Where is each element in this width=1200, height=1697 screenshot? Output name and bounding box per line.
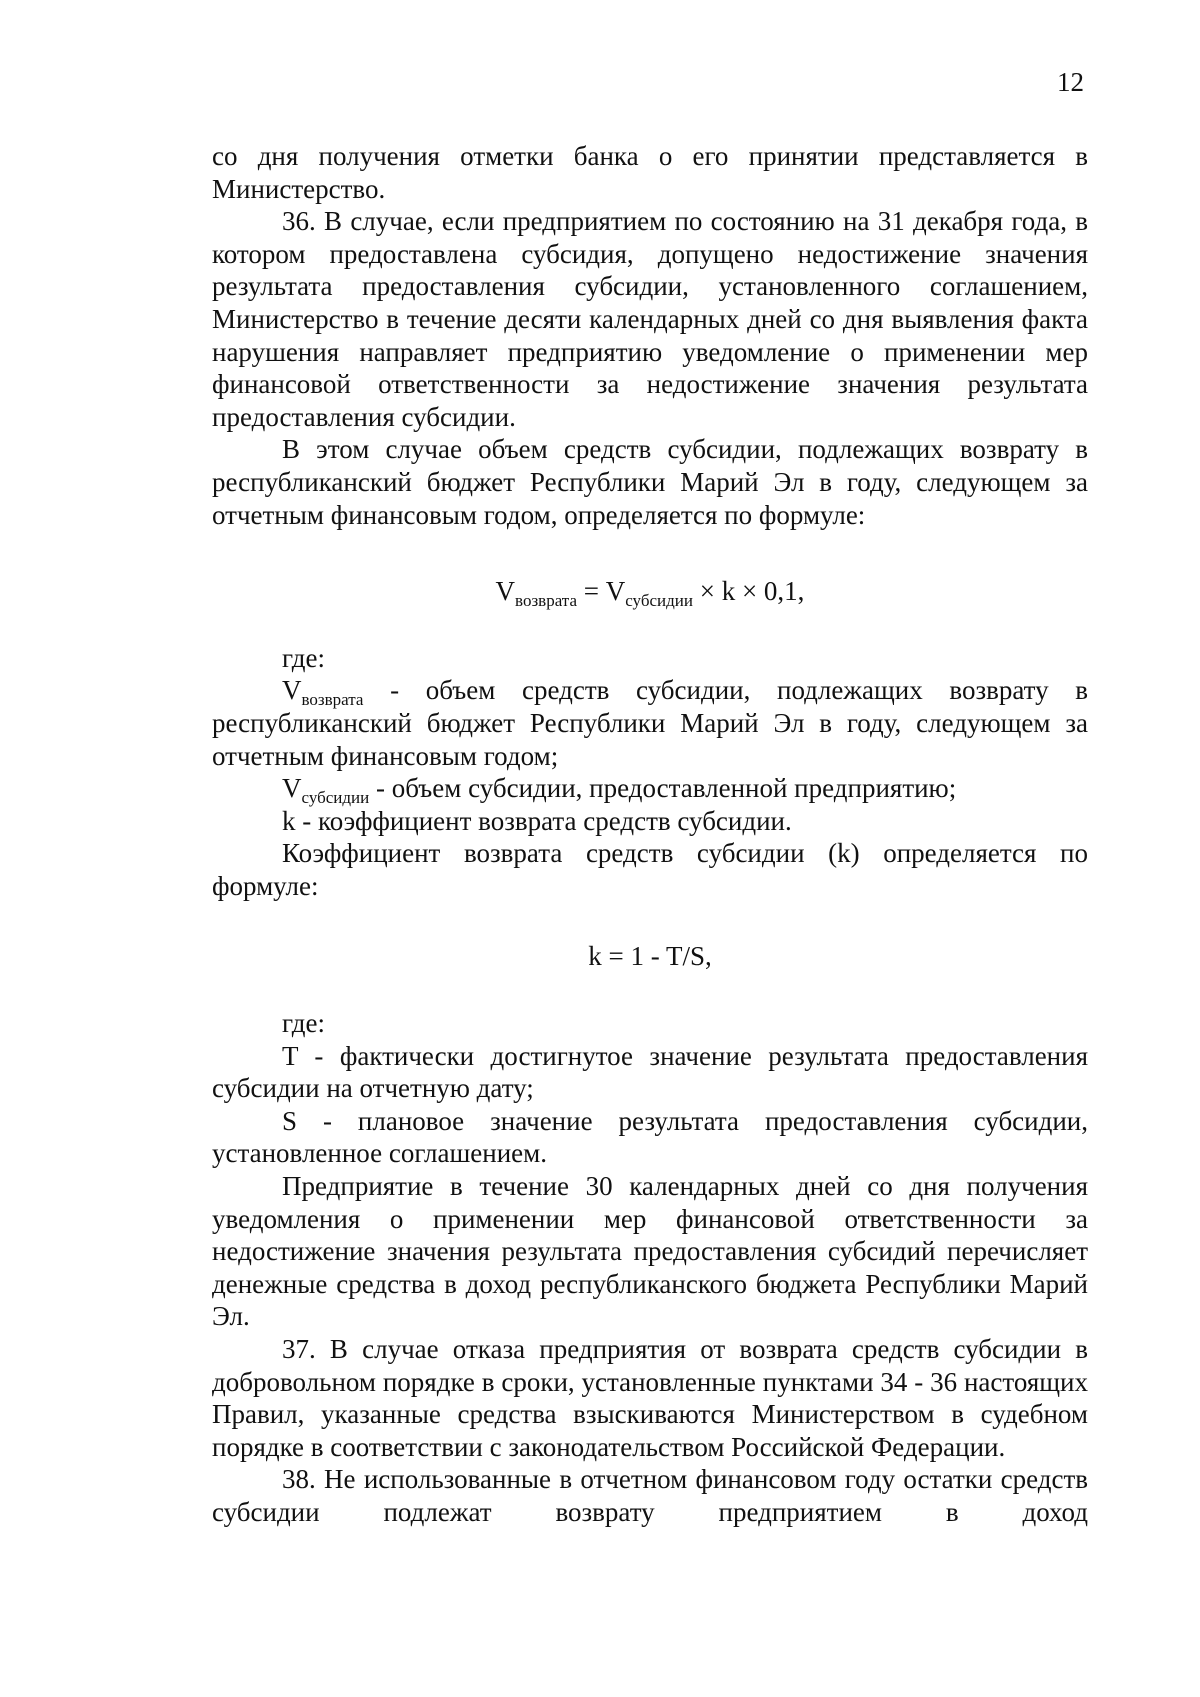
paragraph-intro: со дня получения отметки банка о его принятии представляется в Министерство. <box>212 141 1088 204</box>
formula-return-volume <box>212 575 1088 611</box>
page-number: 12 <box>1057 67 1084 97</box>
definition-v-subsidy <box>212 772 1088 808</box>
formula-sub-return: возврата <box>515 591 577 611</box>
def-v-return-text: - объем средств субсидии, подлежащих возврату в республиканский бюджет Республики Марий Эл в году, следующем за отчетным финансовым годом; <box>212 675 1088 771</box>
paragraph-36: 36. В случае, если предприятием по состоянию на 31 декабря года, в котором предоставлена субсидия, допущено недостижение значения результата предоставления субсидии, установленного соглашением, Министерство в течение десяти календарных дней со дня выявления факта нарушения направляет предприятию уведомление о применении мер финансовой ответственности за недостижение значения результата предоставления субсидии. <box>212 206 1088 432</box>
formula-v-symbol: V <box>495 576 516 607</box>
definition-t: T - фактически достигнутое значение результата предоставления субсидии на отчетную дату; <box>212 1040 1088 1104</box>
paragraph-transfer: Предприятие в течение 30 календарных дней со дня получения уведомления о применении мер финансовой ответственности за недостижение значения результата предоставления субсидий перечисляет денежные средства в доход республиканского бюджета Республики Марий Эл. <box>212 1171 1088 1332</box>
where-label-1: где: <box>282 642 325 673</box>
where-label-2: где: <box>282 1008 325 1039</box>
document-body <box>212 140 1088 1529</box>
formula-rest: × k × 0,1, <box>692 576 805 607</box>
def-v-subsidy-text: - объем субсидии, предоставленной предприятию; <box>369 773 957 804</box>
definition-k: k - коэффициент возврата средств субсидии. <box>282 805 792 836</box>
formula-v-symbol-2: V <box>605 576 626 607</box>
formula-coefficient: k = 1 - T/S, <box>588 941 712 972</box>
paragraph-38: 38. Не использованные в отчетном финансовом году остатки средств субсидии подлежат возврату предприятием в доход <box>212 1464 1088 1527</box>
definition-v-return <box>212 674 1088 772</box>
paragraph-coefficient: Коэффициент возврата средств субсидии (k) определяется по формуле: <box>212 838 1088 901</box>
formula-equals: = <box>577 576 606 607</box>
def-v-symbol-2: V <box>282 773 302 804</box>
paragraph-volume: В этом случае объем средств субсидии, подлежащих возврату в республиканский бюджет Республики Марий Эл в году, следующем за отчетным финансовым годом, определяется по формуле: <box>212 434 1088 530</box>
paragraph-37: 37. В случае отказа предприятия от возврата средств субсидии в добровольном порядке в сроки, установленные пунктами 34 - 36 настоящих Правил, указанные средства взыскиваются Министерством в судебном порядке в соответствии с законодательством Российской Федерации. <box>212 1334 1088 1462</box>
def-v-symbol: V <box>282 675 302 706</box>
formula-sub-subsidy: субсидии <box>625 591 693 611</box>
def-v-subsidy-sub: субсидии <box>301 788 370 808</box>
def-v-return-sub: возврата <box>301 690 364 710</box>
definition-s: S - плановое значение результата предоставления субсидии, установленное соглашением. <box>212 1105 1088 1169</box>
